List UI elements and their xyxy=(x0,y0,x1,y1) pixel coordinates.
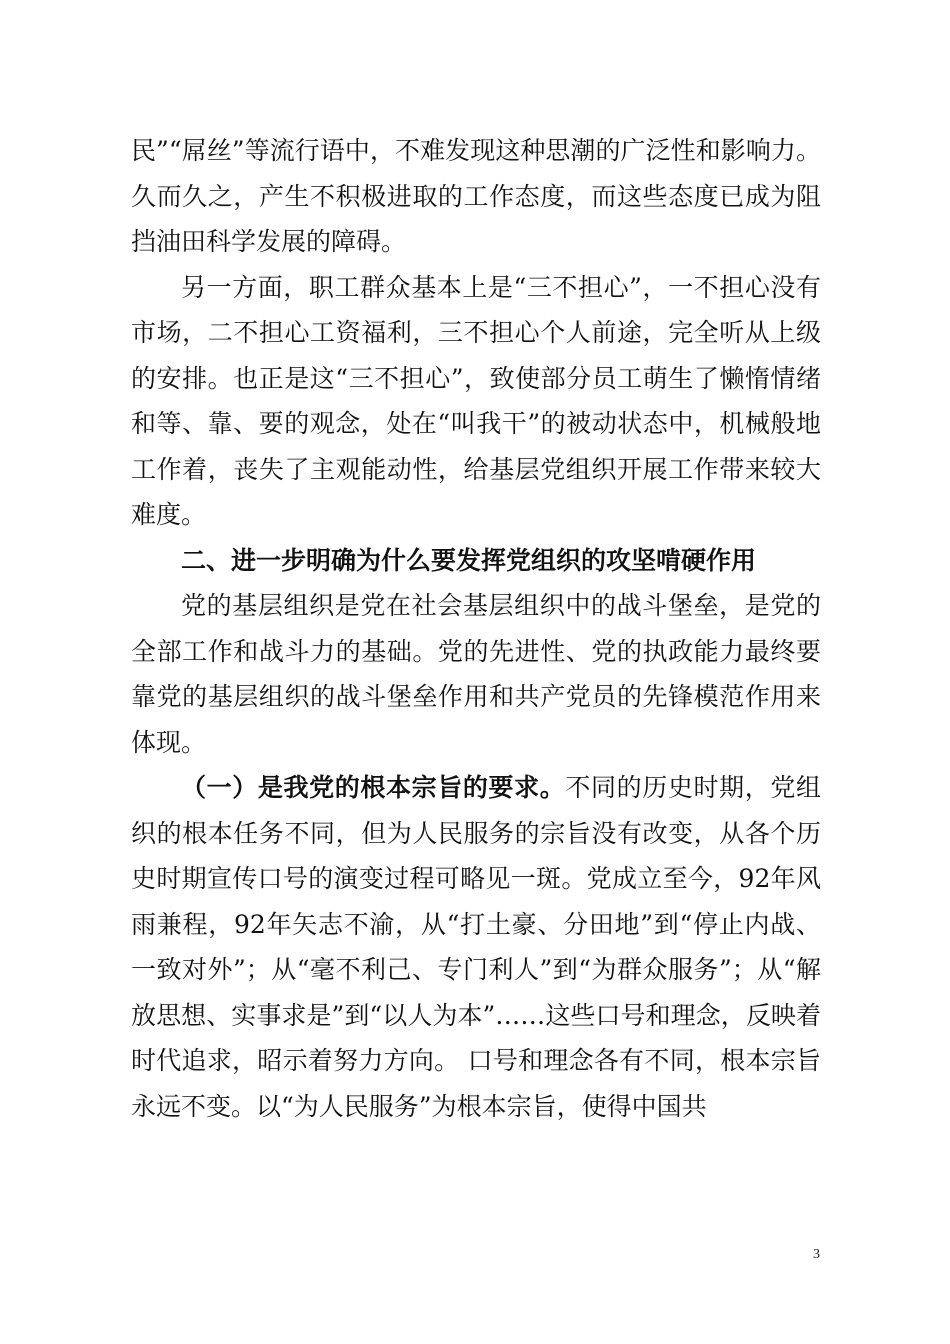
paragraph-continuation: 民”“屌丝”等流行语中，不难发现这种思潮的广泛性和影响力。久而久之，产生不积极进取的工作态度，而这些态度已成为阻挡油田科学发展的障碍。 xyxy=(131,136,821,256)
paragraph-grassroots-organization: 党的基层组织是党在社会基层组织中的战斗堡垒，是党的全部工作和战斗力的基础。党的先进性、党的执政能力最终要靠党的基层组织的战斗堡垒作用和共产党员的先锋模范作用来体现。 xyxy=(131,591,821,757)
subsection-lead: （一）是我党的根本宗旨的要求。 xyxy=(181,773,566,802)
paragraph-fundamental-purpose xyxy=(131,765,821,1129)
document-body xyxy=(131,128,821,1129)
paragraph-three-no-worries: 另一方面，职工群众基本上是“三不担心”，一不担心没有市场，二不担心工资福利，三不担心个人前途，完全听从上级的安排。也正是这“三不担心”，致使部分员工萌生了懒惰情绪和等、靠、要的观念，处在“叫我干”的被动状态中，机械般地工作着，丧失了主观能动性，给基层党组织开展工作带来较大难度。 xyxy=(131,272,821,529)
subsection-body: 不同的历史时期，党组织的根本任务不同，但为人民服务的宗旨没有改变，从各个历史时期宣传口号的演变过程可略见一斑。党成立至今，92年风雨兼程，92年矢志不渝，从“打土豪、分田地”到“停止内战、一致对外”；从“毫不利己、专门利人”到“为群众服务”；从“解放思想、实事求是”到“以人为本”……这些口号和理念，反映着时代追求，昭示着努力方向。 口号和理念各有不同，根本宗旨永远不变。以“为人民服务”为根本宗旨，使得中国共 xyxy=(131,773,821,1121)
page-number: 3 xyxy=(813,1247,820,1262)
section-heading: 二、进一步明确为什么要发挥党组织的攻坚啃硬作用 xyxy=(181,545,757,575)
